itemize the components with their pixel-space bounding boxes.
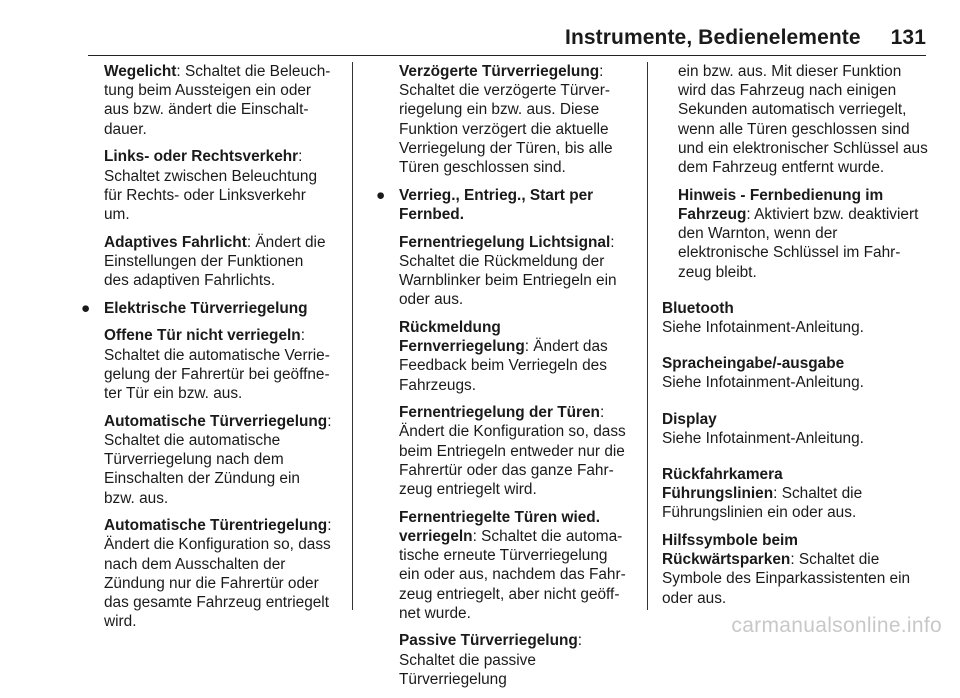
section-bluetooth	[662, 299, 928, 337]
item-wegelicht: Wegelicht: Schaltet die Beleuchtung beim Aussteigen ein oder aus bzw. ändert die Einschaltdauer.	[104, 63, 331, 138]
page-header	[565, 26, 926, 50]
column-divider-1	[352, 62, 353, 610]
item-verzoegerte-verriegelung: Verzögerte Türverriegelung: Schaltet die verzögerte Türverriegelung ein bzw. aus. Diese Funktion verzögert die aktuelle Verriegelung der Türen, bis alle Türen geschlossen sind.	[399, 63, 613, 177]
column-3	[662, 62, 928, 608]
item-fernentriegelung-tueren: Fernentriegelung der Türen: Ändert die Konfiguration so, dass beim Entriegeln entweder nur die Fahrertür oder das ganze Fahrzeug entriegelt wird.	[399, 404, 626, 499]
item-passive-verriegelung: Passive Türverriegelung: Schaltet die passive Türverriegelung	[399, 632, 583, 688]
section-text: Siehe Infotainment-Anleitung.	[662, 429, 864, 447]
section-rueckfahrkamera	[662, 465, 928, 608]
col1-sub	[88, 326, 332, 631]
item-wieder-verriegeln: Fernentriegelte Türen wied. verriegeln: Schaltet die automatische erneute Türverriegelung ein oder aus, nachdem das Fahrzeug entriegelt, aber nicht geöffnet wurde.	[399, 508, 626, 622]
item-lichtsignal: Fernentriegelung Lichtsignal: Schaltet die Rückmeldung der Warnblinker beim Entriegeln ein oder aus.	[399, 233, 617, 309]
col3-sub	[662, 62, 928, 282]
page-number: 131	[890, 26, 926, 49]
item-auto-entriegelung: Automatische Türentriegelung: Ändert die Konfiguration so, dass nach dem Ausschalten der Zündung nur die Fahrertür oder das gesamte Fahrzeug entriegelt wird.	[104, 517, 332, 631]
item-links-rechtsverkehr: Links- oder Rechtsverkehr: Schaltet zwischen Beleuchtung für Rechts- oder Linksverkehr um.	[104, 148, 318, 223]
column-divider-2	[647, 62, 648, 610]
bullet-elektrische-tuerverriegelung: ● Elektrische Türverriegelung	[81, 299, 308, 317]
bullet-dot-icon: ●	[376, 186, 386, 204]
item-hinweis-fernbedienung: Hinweis - Fernbedienung im Fahrzeug: Aktiviert bzw. deaktiviert den Warnton, wenn der elektronische Schlüssel im Fahrzeug bleibt.	[678, 186, 919, 281]
item-auto-verriegelung: Automatische Türverriegelung: Schaltet die automatische Türverriegelung nach dem Einschalten der Zündung ein bzw. aus.	[104, 412, 332, 507]
col1-intro	[88, 62, 332, 290]
column-1	[81, 62, 332, 640]
section-display	[662, 410, 928, 448]
item-offene-tuer: Offene Tür nicht verriegeln: Schaltet die automatische Verriegelung der Fahrertür bei geöffneter Tür ein bzw. aus.	[104, 327, 330, 403]
section-title: Display	[662, 410, 717, 428]
col2-sub-top	[383, 62, 627, 177]
bullet-fernbedienung: ● Verrieg., Entrieg., Start per Fernbed.	[376, 186, 594, 223]
header-rule	[88, 55, 926, 56]
col2-sub	[383, 233, 627, 689]
section-title: Rückfahrkamera	[662, 465, 783, 483]
section-spracheingabe	[662, 354, 928, 392]
item-fuehrungslinien: Führungslinien: Schaltet die Führungslinien ein oder aus.	[662, 485, 863, 522]
section-title: Spracheingabe/-ausgabe	[662, 355, 845, 373]
item-rueckmeldung: Rückmeldung Fernverriegelung: Ändert das Feedback beim Verriegeln des Fahrzeugs.	[399, 318, 608, 394]
bullet-dot-icon: ●	[81, 299, 91, 317]
header-title: Instrumente, Bedienelemente	[565, 26, 861, 49]
item-adaptives-fahrlicht: Adaptives Fahrlicht: Ändert die Einstellungen der Funktionen des adaptiven Fahrlichts.	[104, 233, 326, 290]
section-text: Siehe Infotainment-Anleitung.	[662, 374, 864, 392]
section-text: Siehe Infotainment-Anleitung.	[662, 318, 864, 336]
section-title: Bluetooth	[662, 299, 734, 317]
item-hilfssymbole: Hilfssymbole beim Rückwärtsparken: Schaltet die Symbole des Einparkassistenten ein oder aus.	[662, 532, 911, 607]
watermark: carmanualsonline.info	[731, 614, 942, 637]
continuation-text: ein bzw. aus. Mit dieser Funktion wird das Fahrzeug nach einigen Sekunden automatisch verriegelt, wenn alle Türen geschlossen sind und ein elektronischer Schlüssel aus dem Fahrzeug entfernt wurde.	[678, 63, 928, 177]
column-2	[376, 62, 627, 698]
